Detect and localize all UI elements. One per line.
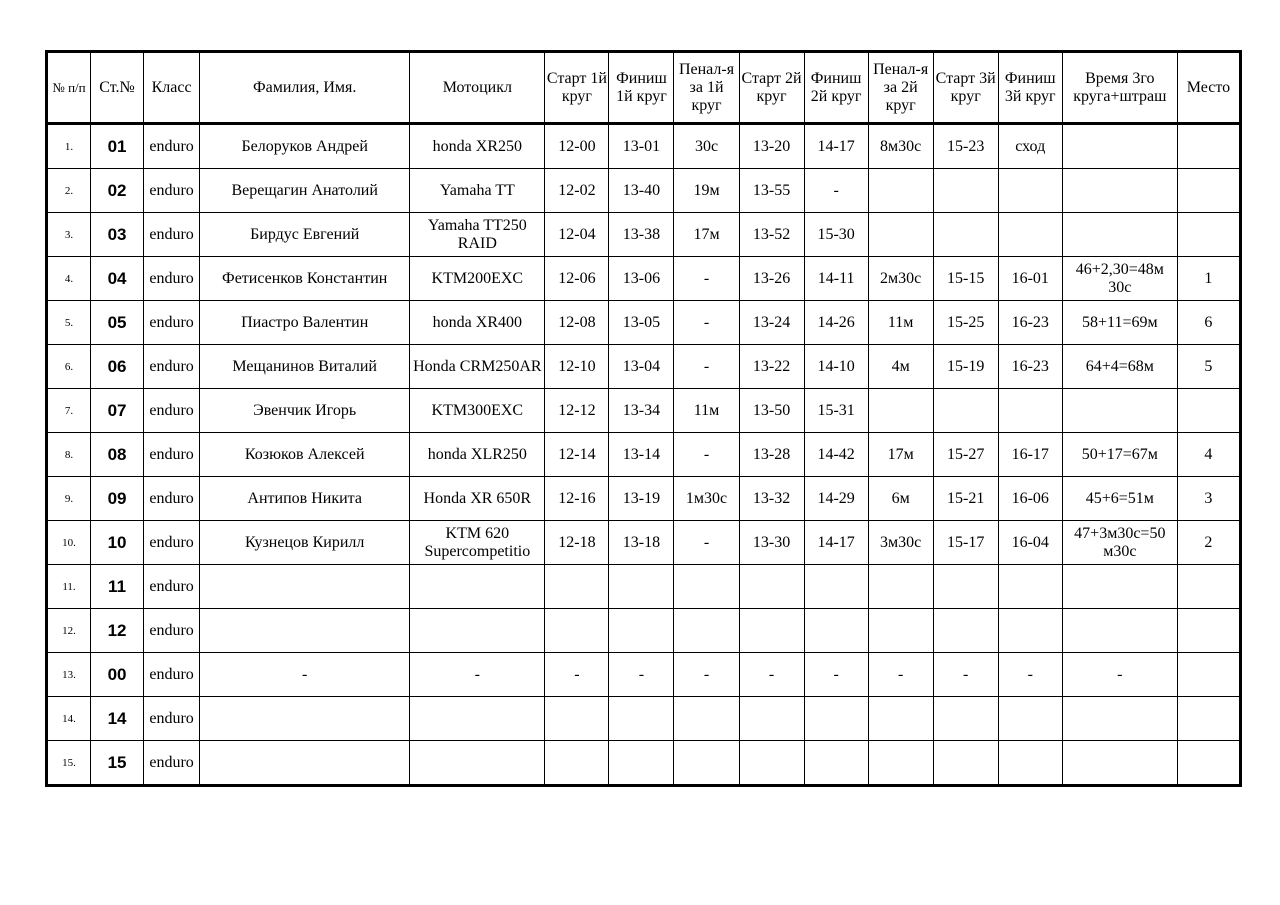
start-number: 15 xyxy=(91,741,144,786)
table-row xyxy=(47,697,1241,741)
place: 4 xyxy=(1177,433,1240,477)
header-start-number: Ст.№ xyxy=(91,52,144,124)
penalty-lap2: 6м xyxy=(868,477,933,521)
lap3-time xyxy=(1062,389,1177,433)
finish-lap2: 14-29 xyxy=(804,477,868,521)
finish-lap2 xyxy=(804,609,868,653)
rider-name: Фетисенков Константин xyxy=(200,257,410,301)
motorcycle: Yamaha TT250 RAID xyxy=(410,213,545,257)
finish-lap2: 14-11 xyxy=(804,257,868,301)
penalty-lap2: 4м xyxy=(868,345,933,389)
finish-lap3 xyxy=(998,565,1062,609)
penalty-lap2: 3м30с xyxy=(868,521,933,565)
penalty-lap1: - xyxy=(674,257,739,301)
start-lap3 xyxy=(933,697,998,741)
start-lap3 xyxy=(933,213,998,257)
start-lap1 xyxy=(545,741,609,786)
start-lap1: 12-18 xyxy=(545,521,609,565)
start-number: 10 xyxy=(91,521,144,565)
finish-lap2: 14-17 xyxy=(804,521,868,565)
motorcycle: KTM 620 Supercompetitio xyxy=(410,521,545,565)
penalty-lap2 xyxy=(868,697,933,741)
lap3-time: - xyxy=(1062,653,1177,697)
rider-name xyxy=(200,609,410,653)
start-lap3: 15-21 xyxy=(933,477,998,521)
penalty-lap2 xyxy=(868,389,933,433)
finish-lap2: 14-17 xyxy=(804,124,868,169)
row-index: 1. xyxy=(47,124,91,169)
finish-lap2: - xyxy=(804,169,868,213)
finish-lap3 xyxy=(998,213,1062,257)
header-lap3-time: Время 3го круга+штраш xyxy=(1062,52,1177,124)
penalty-lap2 xyxy=(868,213,933,257)
place xyxy=(1177,653,1240,697)
table-row xyxy=(47,124,1241,169)
class-cell: enduro xyxy=(144,697,200,741)
finish-lap1: 13-06 xyxy=(609,257,674,301)
start-lap2: 13-26 xyxy=(739,257,804,301)
start-lap3: 15-19 xyxy=(933,345,998,389)
penalty-lap2: 17м xyxy=(868,433,933,477)
place xyxy=(1177,169,1240,213)
header-start-lap3: Старт 3й круг xyxy=(933,52,998,124)
finish-lap1: 13-38 xyxy=(609,213,674,257)
rider-name: Антипов Никита xyxy=(200,477,410,521)
table-row xyxy=(47,433,1241,477)
finish-lap3 xyxy=(998,169,1062,213)
header-place: Место xyxy=(1177,52,1240,124)
class-cell: enduro xyxy=(144,257,200,301)
start-number: 14 xyxy=(91,697,144,741)
start-lap3: 15-25 xyxy=(933,301,998,345)
table-row xyxy=(47,345,1241,389)
penalty-lap1: - xyxy=(674,301,739,345)
start-number: 12 xyxy=(91,609,144,653)
start-lap1: 12-00 xyxy=(545,124,609,169)
row-index: 11. xyxy=(47,565,91,609)
rider-name: Мещанинов Виталий xyxy=(200,345,410,389)
start-lap2: 13-52 xyxy=(739,213,804,257)
motorcycle: KTM300EXC xyxy=(410,389,545,433)
finish-lap1: 13-05 xyxy=(609,301,674,345)
finish-lap3 xyxy=(998,609,1062,653)
class-cell: enduro xyxy=(144,389,200,433)
row-index: 12. xyxy=(47,609,91,653)
start-lap2: 13-24 xyxy=(739,301,804,345)
start-lap1: 12-08 xyxy=(545,301,609,345)
class-cell: enduro xyxy=(144,345,200,389)
lap3-time xyxy=(1062,169,1177,213)
lap3-time xyxy=(1062,124,1177,169)
class-cell: enduro xyxy=(144,521,200,565)
place xyxy=(1177,213,1240,257)
start-lap2: 13-20 xyxy=(739,124,804,169)
start-number: 03 xyxy=(91,213,144,257)
table-row xyxy=(47,653,1241,697)
place xyxy=(1177,609,1240,653)
start-number: 05 xyxy=(91,301,144,345)
penalty-lap1: - xyxy=(674,521,739,565)
rider-name: Кузнецов Кирилл xyxy=(200,521,410,565)
rider-name: Козюков Алексей xyxy=(200,433,410,477)
finish-lap3: 16-23 xyxy=(998,345,1062,389)
finish-lap3 xyxy=(998,741,1062,786)
finish-lap1 xyxy=(609,741,674,786)
start-lap2 xyxy=(739,697,804,741)
start-lap2 xyxy=(739,741,804,786)
class-cell: enduro xyxy=(144,433,200,477)
motorcycle: honda XLR250 xyxy=(410,433,545,477)
table-row xyxy=(47,301,1241,345)
finish-lap2 xyxy=(804,741,868,786)
class-cell: enduro xyxy=(144,565,200,609)
table-row xyxy=(47,257,1241,301)
table-row xyxy=(47,609,1241,653)
start-lap3 xyxy=(933,565,998,609)
start-number: 09 xyxy=(91,477,144,521)
start-lap3: 15-23 xyxy=(933,124,998,169)
lap3-time: 46+2,30=48м 30с xyxy=(1062,257,1177,301)
class-cell: enduro xyxy=(144,213,200,257)
table-header xyxy=(47,52,1241,124)
row-index: 14. xyxy=(47,697,91,741)
penalty-lap1 xyxy=(674,565,739,609)
place: 6 xyxy=(1177,301,1240,345)
start-lap3 xyxy=(933,389,998,433)
finish-lap1: 13-01 xyxy=(609,124,674,169)
start-lap3: - xyxy=(933,653,998,697)
place xyxy=(1177,697,1240,741)
start-lap3: 15-17 xyxy=(933,521,998,565)
penalty-lap1: 17м xyxy=(674,213,739,257)
rider-name: Верещагин Анатолий xyxy=(200,169,410,213)
finish-lap1 xyxy=(609,565,674,609)
start-number: 00 xyxy=(91,653,144,697)
start-lap2 xyxy=(739,565,804,609)
finish-lap3 xyxy=(998,697,1062,741)
motorcycle xyxy=(410,697,545,741)
start-number: 04 xyxy=(91,257,144,301)
class-cell: enduro xyxy=(144,609,200,653)
rider-name: - xyxy=(200,653,410,697)
finish-lap3: 16-23 xyxy=(998,301,1062,345)
row-index: 8. xyxy=(47,433,91,477)
place: 1 xyxy=(1177,257,1240,301)
table-row xyxy=(47,477,1241,521)
class-cell: enduro xyxy=(144,653,200,697)
class-cell: enduro xyxy=(144,741,200,786)
header-motorcycle: Мотоцикл xyxy=(410,52,545,124)
rider-name xyxy=(200,565,410,609)
finish-lap3: 16-06 xyxy=(998,477,1062,521)
penalty-lap1 xyxy=(674,697,739,741)
motorcycle: honda XR250 xyxy=(410,124,545,169)
start-number: 06 xyxy=(91,345,144,389)
header-penalty-lap1: Пенал-я за 1й круг xyxy=(674,52,739,124)
finish-lap3 xyxy=(998,389,1062,433)
lap3-time: 45+6=51м xyxy=(1062,477,1177,521)
lap3-time xyxy=(1062,741,1177,786)
penalty-lap2: 2м30с xyxy=(868,257,933,301)
penalty-lap1 xyxy=(674,741,739,786)
motorcycle: Honda XR 650R xyxy=(410,477,545,521)
finish-lap1 xyxy=(609,697,674,741)
place: 2 xyxy=(1177,521,1240,565)
finish-lap1: - xyxy=(609,653,674,697)
rider-name: Эвенчик Игорь xyxy=(200,389,410,433)
place xyxy=(1177,124,1240,169)
start-lap3: 15-27 xyxy=(933,433,998,477)
finish-lap2: 15-30 xyxy=(804,213,868,257)
start-lap2: 13-30 xyxy=(739,521,804,565)
finish-lap1 xyxy=(609,609,674,653)
start-lap2: 13-55 xyxy=(739,169,804,213)
finish-lap1: 13-18 xyxy=(609,521,674,565)
start-number: 11 xyxy=(91,565,144,609)
finish-lap2 xyxy=(804,565,868,609)
table-row xyxy=(47,521,1241,565)
finish-lap1: 13-34 xyxy=(609,389,674,433)
header-finish-lap3: Финиш 3й круг xyxy=(998,52,1062,124)
start-lap2: 13-32 xyxy=(739,477,804,521)
row-index: 3. xyxy=(47,213,91,257)
finish-lap1: 13-04 xyxy=(609,345,674,389)
start-lap2: - xyxy=(739,653,804,697)
start-lap1 xyxy=(545,565,609,609)
start-lap3 xyxy=(933,741,998,786)
start-lap3 xyxy=(933,169,998,213)
start-lap1: 12-02 xyxy=(545,169,609,213)
penalty-lap2: 8м30с xyxy=(868,124,933,169)
lap3-time xyxy=(1062,697,1177,741)
finish-lap1: 13-40 xyxy=(609,169,674,213)
header-row xyxy=(47,52,1241,124)
row-index: 2. xyxy=(47,169,91,213)
penalty-lap2 xyxy=(868,741,933,786)
header-finish-lap1: Финиш 1й круг xyxy=(609,52,674,124)
rider-name: Белоруков Андрей xyxy=(200,124,410,169)
penalty-lap2 xyxy=(868,169,933,213)
header-finish-lap2: Финиш 2й круг xyxy=(804,52,868,124)
rider-name xyxy=(200,697,410,741)
row-index: 9. xyxy=(47,477,91,521)
motorcycle: honda XR400 xyxy=(410,301,545,345)
start-lap1: 12-14 xyxy=(545,433,609,477)
header-name: Фамилия, Имя. xyxy=(200,52,410,124)
finish-lap3: 16-04 xyxy=(998,521,1062,565)
header-class: Класс xyxy=(144,52,200,124)
class-cell: enduro xyxy=(144,301,200,345)
table-row xyxy=(47,565,1241,609)
header-index: № п/п xyxy=(47,52,91,124)
motorcycle xyxy=(410,741,545,786)
motorcycle xyxy=(410,565,545,609)
place: 3 xyxy=(1177,477,1240,521)
motorcycle: KTM200EXC xyxy=(410,257,545,301)
penalty-lap1: 30с xyxy=(674,124,739,169)
place xyxy=(1177,565,1240,609)
lap3-time: 47+3м30с=50 м30с xyxy=(1062,521,1177,565)
penalty-lap1: - xyxy=(674,345,739,389)
penalty-lap2 xyxy=(868,609,933,653)
start-lap1: - xyxy=(545,653,609,697)
rider-name: Пиастро Валентин xyxy=(200,301,410,345)
row-index: 7. xyxy=(47,389,91,433)
row-index: 5. xyxy=(47,301,91,345)
finish-lap3: сход xyxy=(998,124,1062,169)
penalty-lap2: 11м xyxy=(868,301,933,345)
lap3-time: 64+4=68м xyxy=(1062,345,1177,389)
finish-lap2: 15-31 xyxy=(804,389,868,433)
finish-lap3: 16-01 xyxy=(998,257,1062,301)
row-index: 4. xyxy=(47,257,91,301)
start-lap2 xyxy=(739,609,804,653)
class-cell: enduro xyxy=(144,477,200,521)
penalty-lap1: - xyxy=(674,433,739,477)
lap3-time xyxy=(1062,213,1177,257)
penalty-lap1: - xyxy=(674,653,739,697)
start-lap1 xyxy=(545,609,609,653)
penalty-lap1 xyxy=(674,609,739,653)
row-index: 15. xyxy=(47,741,91,786)
motorcycle xyxy=(410,609,545,653)
start-number: 02 xyxy=(91,169,144,213)
start-lap2: 13-28 xyxy=(739,433,804,477)
start-lap1: 12-06 xyxy=(545,257,609,301)
finish-lap2: 14-42 xyxy=(804,433,868,477)
motorcycle: Yamaha TT xyxy=(410,169,545,213)
rider-name: Бирдус Евгений xyxy=(200,213,410,257)
table-row xyxy=(47,389,1241,433)
start-lap1: 12-10 xyxy=(545,345,609,389)
start-lap1: 12-04 xyxy=(545,213,609,257)
start-lap3 xyxy=(933,609,998,653)
lap3-time xyxy=(1062,565,1177,609)
header-start-lap2: Старт 2й круг xyxy=(739,52,804,124)
finish-lap2: 14-10 xyxy=(804,345,868,389)
start-lap1 xyxy=(545,697,609,741)
start-number: 08 xyxy=(91,433,144,477)
motorcycle: - xyxy=(410,653,545,697)
row-index: 10. xyxy=(47,521,91,565)
lap3-time xyxy=(1062,609,1177,653)
results-table xyxy=(45,50,1242,787)
lap3-time: 58+11=69м xyxy=(1062,301,1177,345)
row-index: 6. xyxy=(47,345,91,389)
place xyxy=(1177,741,1240,786)
start-lap2: 13-22 xyxy=(739,345,804,389)
finish-lap3: - xyxy=(998,653,1062,697)
rider-name xyxy=(200,741,410,786)
penalty-lap2 xyxy=(868,565,933,609)
finish-lap1: 13-14 xyxy=(609,433,674,477)
row-index: 13. xyxy=(47,653,91,697)
header-start-lap1: Старт 1й круг xyxy=(545,52,609,124)
start-number: 01 xyxy=(91,124,144,169)
place: 5 xyxy=(1177,345,1240,389)
place xyxy=(1177,389,1240,433)
penalty-lap1: 19м xyxy=(674,169,739,213)
class-cell: enduro xyxy=(144,169,200,213)
finish-lap2 xyxy=(804,697,868,741)
table-row xyxy=(47,169,1241,213)
finish-lap3: 16-17 xyxy=(998,433,1062,477)
start-lap1: 12-16 xyxy=(545,477,609,521)
finish-lap1: 13-19 xyxy=(609,477,674,521)
start-lap2: 13-50 xyxy=(739,389,804,433)
penalty-lap1: 1м30с xyxy=(674,477,739,521)
motorcycle: Honda CRM250AR xyxy=(410,345,545,389)
class-cell: enduro xyxy=(144,124,200,169)
penalty-lap1: 11м xyxy=(674,389,739,433)
penalty-lap2: - xyxy=(868,653,933,697)
finish-lap2: - xyxy=(804,653,868,697)
lap3-time: 50+17=67м xyxy=(1062,433,1177,477)
start-lap1: 12-12 xyxy=(545,389,609,433)
header-penalty-lap2: Пенал-я за 2й круг xyxy=(868,52,933,124)
table-row xyxy=(47,741,1241,786)
start-number: 07 xyxy=(91,389,144,433)
table-row xyxy=(47,213,1241,257)
start-lap3: 15-15 xyxy=(933,257,998,301)
finish-lap2: 14-26 xyxy=(804,301,868,345)
table-body xyxy=(47,124,1241,786)
